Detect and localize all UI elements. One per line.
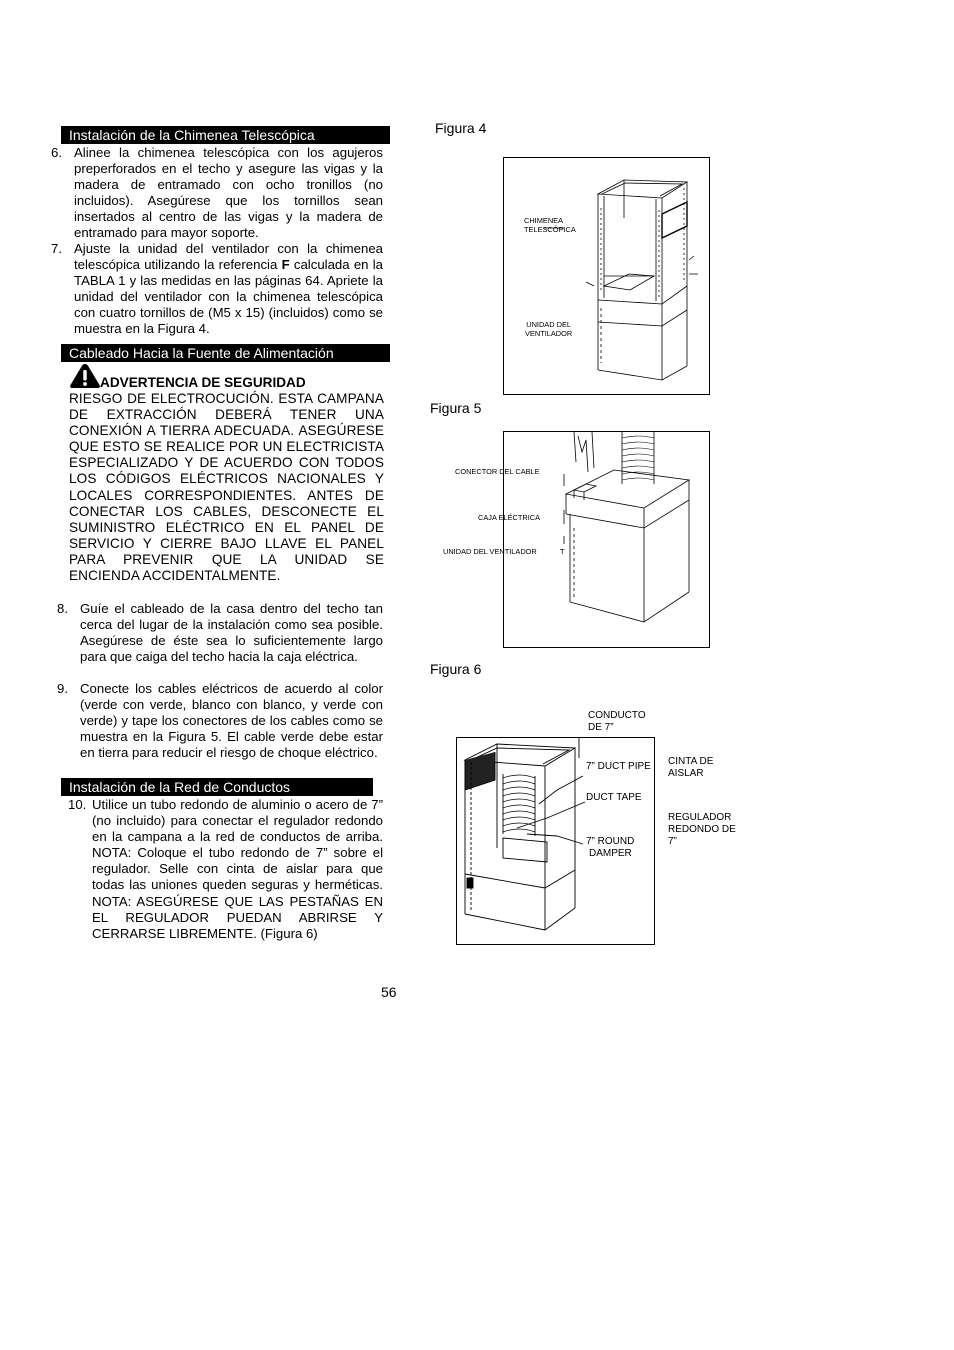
figure-5-frame [503, 431, 710, 648]
fig4-label-unidad [525, 320, 572, 338]
step-10-text: Utilice un tubo redondo de aluminio o acero de 7” (no incluido) para conectar el regulador redondo en la campana a la red de conductos de arriba. NOTA: Coloque el tubo redondo de 7” sobre el regulador. Selle con cinta de aislar para que todas las uniones queden seguras y herméticas. NOTA: ASEGÚRESE QUE LAS PESTAÑAS EN EL REGULADOR PUEDAN ABRIRSE Y CERRARSE LIBREMENTE. (Figura 6) [92, 797, 383, 941]
step-9-text: Conecte los cables eléctricos de acuerdo al color (verde con verde, blanco con blanco, y verde con verde) y tape los conectores de los cables como se muestra en la Figura 5. El cable verde debe estar en tierra para reducir el riesgo de choque eléctrico. [80, 681, 383, 761]
figure-6-label: Figura 6 [430, 661, 482, 677]
label-line: REDONDO DE [668, 824, 736, 835]
step-7-text-a: Ajuste la unidad del ventilador con la chimenea telescópica utilizando la referencia [74, 241, 383, 273]
reference-f: F [281, 257, 290, 273]
step-number: 7. [51, 241, 62, 256]
figure-5-drawing [504, 432, 711, 649]
fig6-label-round-damper [586, 836, 634, 860]
label-line: AISLAR [668, 768, 704, 779]
fig6-label-regulador [668, 812, 736, 848]
figure-5-label: Figura 5 [430, 400, 482, 416]
fig6-label-duct-pipe: 7” DUCT PIPE [586, 761, 651, 772]
fig5-label-unidad: UNIDAD DEL VENTILADOR [443, 547, 537, 556]
warning-icon [69, 363, 101, 389]
label-line: CINTA DE [668, 756, 714, 767]
section-title: Instalación de la Chimenea Telescópica [69, 127, 315, 143]
label-line: DE 7” [588, 722, 614, 733]
label-line: CONDUCTO [588, 710, 646, 721]
step-7-text-b: calculada en la TABLA 1 y las medidas en las páginas 64. Apriete la unidad del ventilador con la chimenea telescópica con cuatro tornillos de (M5 x 15) (incluidos) como se muestra en la Figura 4. [74, 257, 383, 337]
warning-title: ADVERTENCIA DE SEGURIDAD [100, 375, 306, 390]
fig5-label-conector: CONECTOR DEL CABLE [455, 467, 540, 476]
label-line: REGULADOR [668, 812, 732, 823]
warning-text: RIESGO DE ELECTROCUCIÓN. ESTA CAMPANA DE EXTRACCIÓN DEBERÁ TENER UNA CONEXIÓN A TIERRA ADECUADA. ASEGÚRESE QUE ESTO SE REALICE POR UN ELECTRICISTA ESPECIALIZADO Y DE ACUERDO CON TODOS LOS CÓDIGOS ELÉCTRICOS NACIONALES Y LOCALES CORRESPONDIENTES. ANTES DE CONECTAR LOS CABLES, DESCONECTE EL SUMINISTRO ELÉCTRICO EN EL PANEL DE SERVICIO Y CIERRE BAJO LLAVE EL PANEL PARA PREVENIR QUE LA UNIDAD SE ENCIENDA ACCIDENTALMENTE. [69, 391, 384, 584]
step-number: 10. [68, 797, 87, 812]
section-header-wiring [61, 344, 390, 362]
fig6-label-duct-tape: DUCT TAPE [586, 792, 642, 803]
label-line: CHIMENEA [524, 216, 564, 225]
fig4-label-chimenea [524, 216, 576, 234]
step-number: 6. [51, 145, 62, 160]
label-line: DAMPER [589, 848, 632, 859]
step-7-text [74, 241, 383, 338]
figure-4-drawing [504, 158, 711, 396]
figure-4-label: Figura 4 [435, 120, 487, 136]
step-number: 9. [57, 681, 68, 696]
step-number: 8. [57, 601, 68, 616]
section-title: Cableado Hacia la Fuente de Alimentación [69, 345, 334, 361]
step-6-text: Alinee la chimenea telescópica con los agujeros preperforados en el techo y asegure las vigas y la madera de entramado con ocho tronillos (no incluidos). Asegúrese que los tornillos sean insertados al centro de las vigas y la madera de entramado para mayor soporte. [74, 145, 383, 241]
fig5-label-caja: CAJA ELÉCTRICA [478, 513, 541, 522]
fig6-label-cinta [668, 756, 713, 780]
label-line: UNIDAD DEL [526, 320, 571, 329]
page-number: 56 [381, 984, 397, 1000]
figure-4-frame [503, 157, 710, 395]
fig6-label-conducto [588, 710, 646, 734]
label-line: 7” ROUND [586, 836, 635, 847]
section-title: Instalación de la Red de Conductos [69, 779, 291, 795]
section-header-chimney [61, 126, 390, 144]
step-8-text: Guíe el cableado de la casa dentro del techo tan cerca del lugar de la instalación como sea posible. Asegúrese de éste sea lo suficientemente largo para que caiga del techo hacia la caja eléctrica. [80, 601, 383, 665]
label-line: TELESCÓPICA [524, 225, 576, 234]
label-line: VENTILADOR [525, 329, 573, 338]
label-line: 7” [668, 836, 677, 847]
fig5-label-t: T [560, 547, 565, 556]
section-header-ducts [61, 778, 373, 796]
